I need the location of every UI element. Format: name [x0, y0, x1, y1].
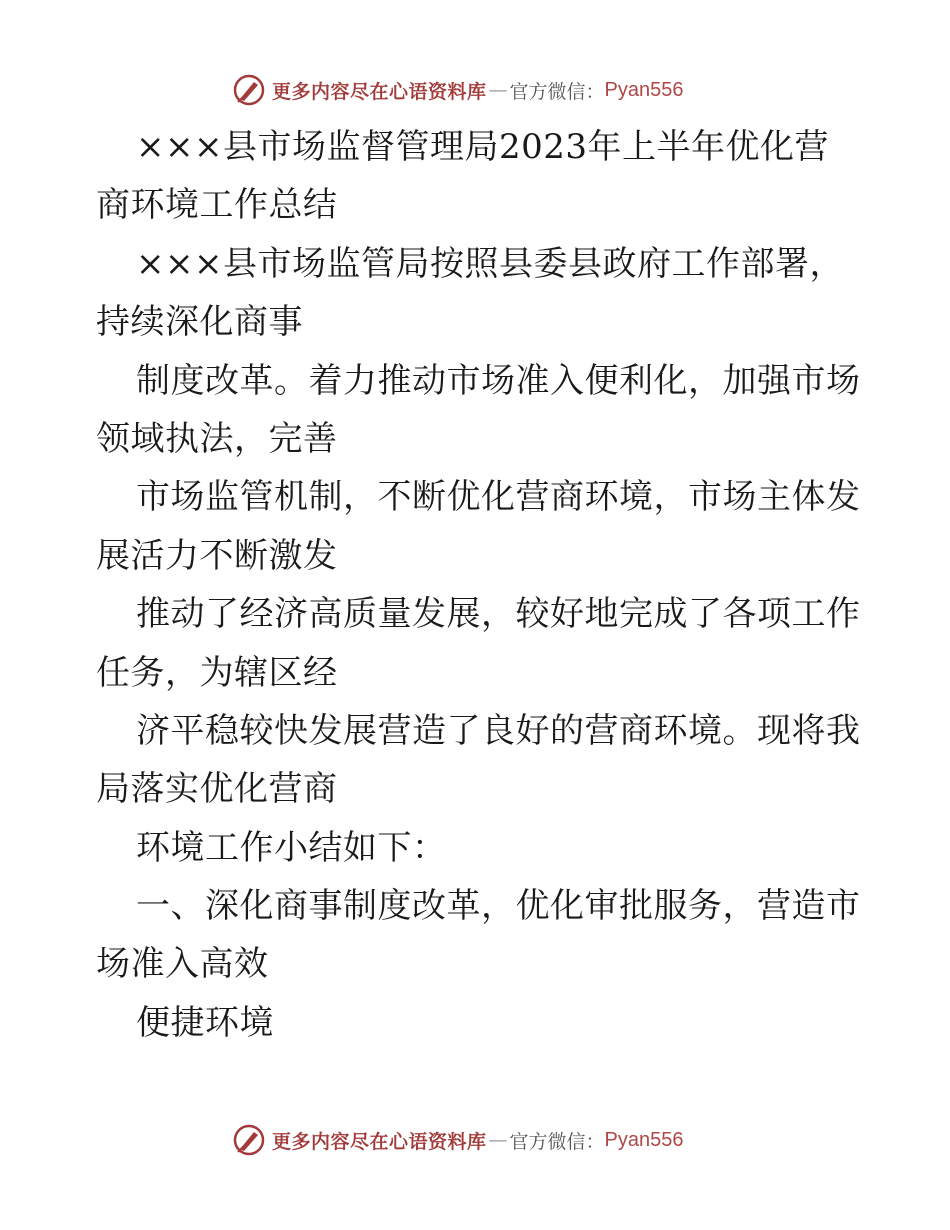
header-banner	[232, 70, 752, 110]
paragraph-line: 市场监管机制，不断优化营商环境，市场主体发	[136, 477, 861, 518]
document-title-line-1: ×××县市场监督管理局2023年上半年优化营	[136, 127, 829, 167]
section-heading-line-1: 一、深化商事制度改革，优化审批服务，营造市	[136, 886, 861, 927]
footer-banner	[232, 1120, 752, 1160]
paragraph-line: 推动了经济高质量发展，较好地完成了各项工作	[136, 594, 861, 635]
banner-dash: —	[488, 79, 508, 101]
feather-pen-logo-icon	[232, 73, 266, 107]
banner-official-label: 官方微信：	[509, 80, 605, 103]
document-body	[96, 118, 866, 1052]
banner-dash: —	[488, 1129, 508, 1151]
feather-pen-logo-icon	[232, 1123, 266, 1157]
section-heading-line-2: 场准入高效	[96, 944, 269, 985]
paragraph-line: 持续深化商事	[96, 302, 303, 343]
paragraph-line: 领域执法，完善	[96, 418, 338, 459]
banner-brand: 更多内容尽在心语资料库	[272, 80, 487, 103]
paragraph-line: 任务，为辖区经	[96, 652, 338, 693]
paragraph-line: 局落实优化营商	[96, 769, 338, 810]
section-heading-line-3: 便捷环境	[136, 1002, 274, 1043]
banner-official-label: 官方微信：	[509, 1130, 605, 1153]
paragraph-line: 济平稳较快发展营造了良好的营商环境。现将我	[136, 710, 861, 751]
paragraph-line: 环境工作小结如下：	[136, 827, 447, 868]
paragraph-line: 制度改革。着力推动市场准入便利化，加强市场	[136, 360, 861, 401]
document-title-line-2: 商环境工作总结	[96, 185, 338, 226]
banner-wechat-id: Pyan556	[604, 78, 684, 101]
banner-wechat-id: Pyan556	[604, 1128, 684, 1151]
paragraph-line: ×××县市场监管局按照县委县政府工作部署，	[136, 243, 844, 284]
banner-brand: 更多内容尽在心语资料库	[272, 1130, 487, 1153]
paragraph-line: 展活力不断激发	[96, 535, 338, 576]
